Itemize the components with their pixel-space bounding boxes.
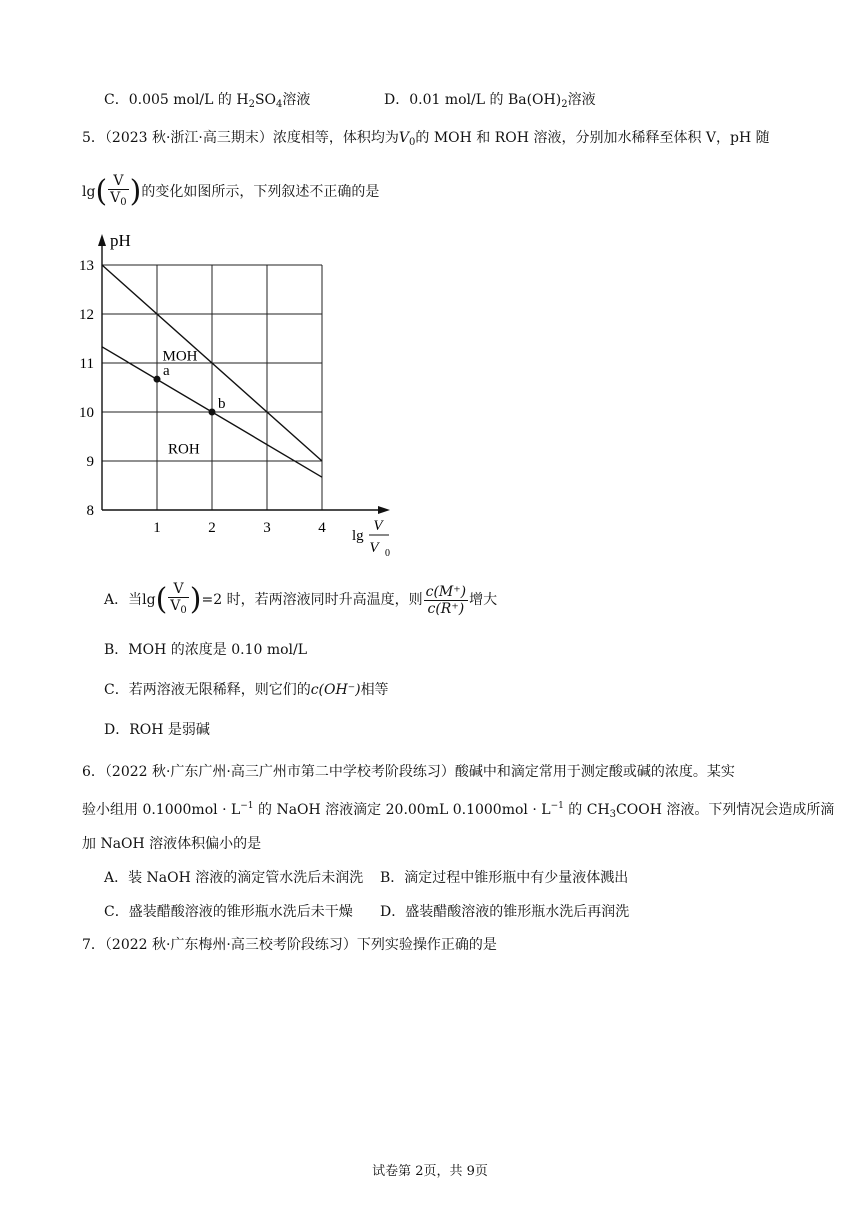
q6-stem-line2	[82, 796, 834, 825]
y-tick-label: 8	[86, 503, 94, 519]
left-paren: (	[155, 582, 168, 617]
fraction-numerator: V	[108, 173, 129, 190]
option-text: 溶液	[282, 92, 311, 108]
q6-stem-line1: 6．（2022 秋·广东广州·高三广州市第二中学校考阶段练习）酸碱中和滴定常用于测定酸或碱的浓度。某实	[82, 764, 735, 780]
x-tick-label: 2	[208, 520, 216, 536]
q6-option-d: D．盛装醋酸溶液的锥形瓶水洗后再润洗	[380, 904, 630, 920]
chart-grid	[102, 265, 322, 510]
subscript: 0	[180, 605, 187, 616]
x-axis-arrow	[378, 506, 390, 514]
option-text: 0.005 mol/L 的 H	[128, 92, 249, 108]
page-footer: 试卷第 2页，共 9页	[372, 1164, 488, 1179]
q5-stem-line2	[82, 172, 379, 212]
stem-text: 的 CH	[563, 802, 610, 818]
y-tick-label: 13	[79, 258, 94, 274]
q6-option-c: C．盛装醋酸溶液的锥形瓶水洗后未干燥	[104, 904, 353, 920]
stem-text: COOH 溶液。下列情况会造成所滴	[616, 802, 835, 818]
x-tick-label: 4	[318, 520, 326, 536]
ph-dilution-chart	[72, 228, 412, 568]
fraction-cm-cr	[424, 584, 469, 617]
x-tick-label: 1	[153, 520, 161, 536]
option-label: A．	[104, 592, 129, 608]
superscript: −1	[240, 801, 254, 811]
v0-symbol: V	[398, 130, 410, 146]
right-paren: )	[189, 582, 202, 617]
point-b	[209, 409, 216, 416]
fraction-denominator	[168, 598, 189, 619]
option-text: 相等	[360, 682, 389, 698]
option-text: C．若两溶液无限稀释，则它们的	[104, 682, 311, 698]
left-paren: (	[95, 174, 108, 209]
oh-concentration: c(OH⁻)	[310, 682, 361, 698]
option-text: 0.01 mol/L 的 Ba(OH)	[409, 92, 562, 108]
den-main: V	[170, 598, 181, 614]
x-axis-label-denominator-sub: 0	[385, 548, 390, 559]
y-axis-arrow	[98, 234, 106, 246]
y-axis-label: pH	[110, 231, 131, 250]
q5-option-b: B．MOH 的浓度是 0.10 mol/L	[104, 642, 308, 658]
y-tick-label: 11	[79, 356, 94, 372]
option-text: =2 时，若两溶液同时升高温度，则	[201, 592, 423, 608]
stem-text: 5．（2023 秋·浙江·高三期末）浓度相等，体积均为	[82, 130, 399, 146]
right-paren: )	[129, 174, 142, 209]
subscript: 3	[609, 809, 617, 820]
stem-text: 的变化如图所示，下列叙述不正确的是	[141, 184, 380, 200]
y-tick-label: 10	[79, 405, 94, 421]
subscript: 2	[248, 99, 255, 110]
subscript: 2	[561, 99, 568, 110]
q5-stem-line1	[82, 128, 770, 153]
subscript: 0	[409, 137, 416, 148]
fraction-denominator: c(R⁺)	[427, 600, 465, 617]
superscript: −1	[550, 801, 564, 811]
q5-option-c	[104, 680, 389, 700]
option-text: 溶液	[567, 92, 596, 108]
q6-option-a: A．装 NaOH 溶液的滴定管水洗后未润洗	[104, 870, 364, 886]
q4-option-d	[384, 90, 596, 115]
stem-text: 验小组用 0.1000mol · L	[82, 802, 241, 818]
q4-option-c	[104, 90, 310, 115]
chart-axes	[98, 234, 390, 514]
option-text: 增大	[469, 592, 498, 608]
stem-text: 的 NaOH 溶液滴定 20.00mL 0.1000mol · L	[253, 802, 551, 818]
option-text: 当	[128, 592, 143, 608]
q6-stem-line3: 加 NaOH 溶液体积偏小的是	[82, 836, 262, 852]
den-main: V	[110, 190, 121, 206]
fraction-numerator: V	[168, 581, 189, 598]
series-label-moh: MOH	[162, 348, 198, 365]
subscript: 0	[120, 197, 127, 208]
x-axis-label-denominator: V	[369, 540, 379, 556]
x-axis-label-prefix: lg	[352, 528, 364, 544]
option-label: C．	[104, 92, 129, 108]
lg-text: lg	[142, 592, 156, 608]
fraction-v-v0	[108, 173, 129, 211]
point-label-a: a	[163, 363, 170, 380]
y-tick-label: 9	[86, 454, 94, 470]
series-label-roh: ROH	[168, 441, 200, 458]
fraction-denominator	[108, 190, 129, 211]
x-axis-label-numerator: V	[373, 518, 383, 534]
option-text: SO	[254, 92, 277, 108]
q5-option-d: D．ROH 是弱碱	[104, 722, 210, 738]
fraction-numerator: c(M⁺)	[425, 583, 467, 600]
q5-option-a	[104, 580, 497, 620]
stem-text: 的 MOH 和 ROH 溶液，分别加水稀释至体积 V，pH 随	[415, 130, 770, 146]
fraction-v-v0	[168, 581, 189, 619]
point-a	[154, 376, 161, 383]
subscript: 4	[276, 99, 283, 110]
option-label: D．	[384, 92, 410, 108]
point-label-b: b	[218, 396, 226, 412]
q6-option-b: B．滴定过程中锥形瓶中有少量液体溅出	[380, 870, 629, 886]
x-tick-label: 3	[263, 520, 271, 536]
y-tick-label: 12	[79, 307, 94, 323]
q7-stem-line1: 7．（2022 秋·广东梅州·高三校考阶段练习）下列实验操作正确的是	[82, 937, 497, 953]
lg-text: lg	[82, 184, 96, 200]
